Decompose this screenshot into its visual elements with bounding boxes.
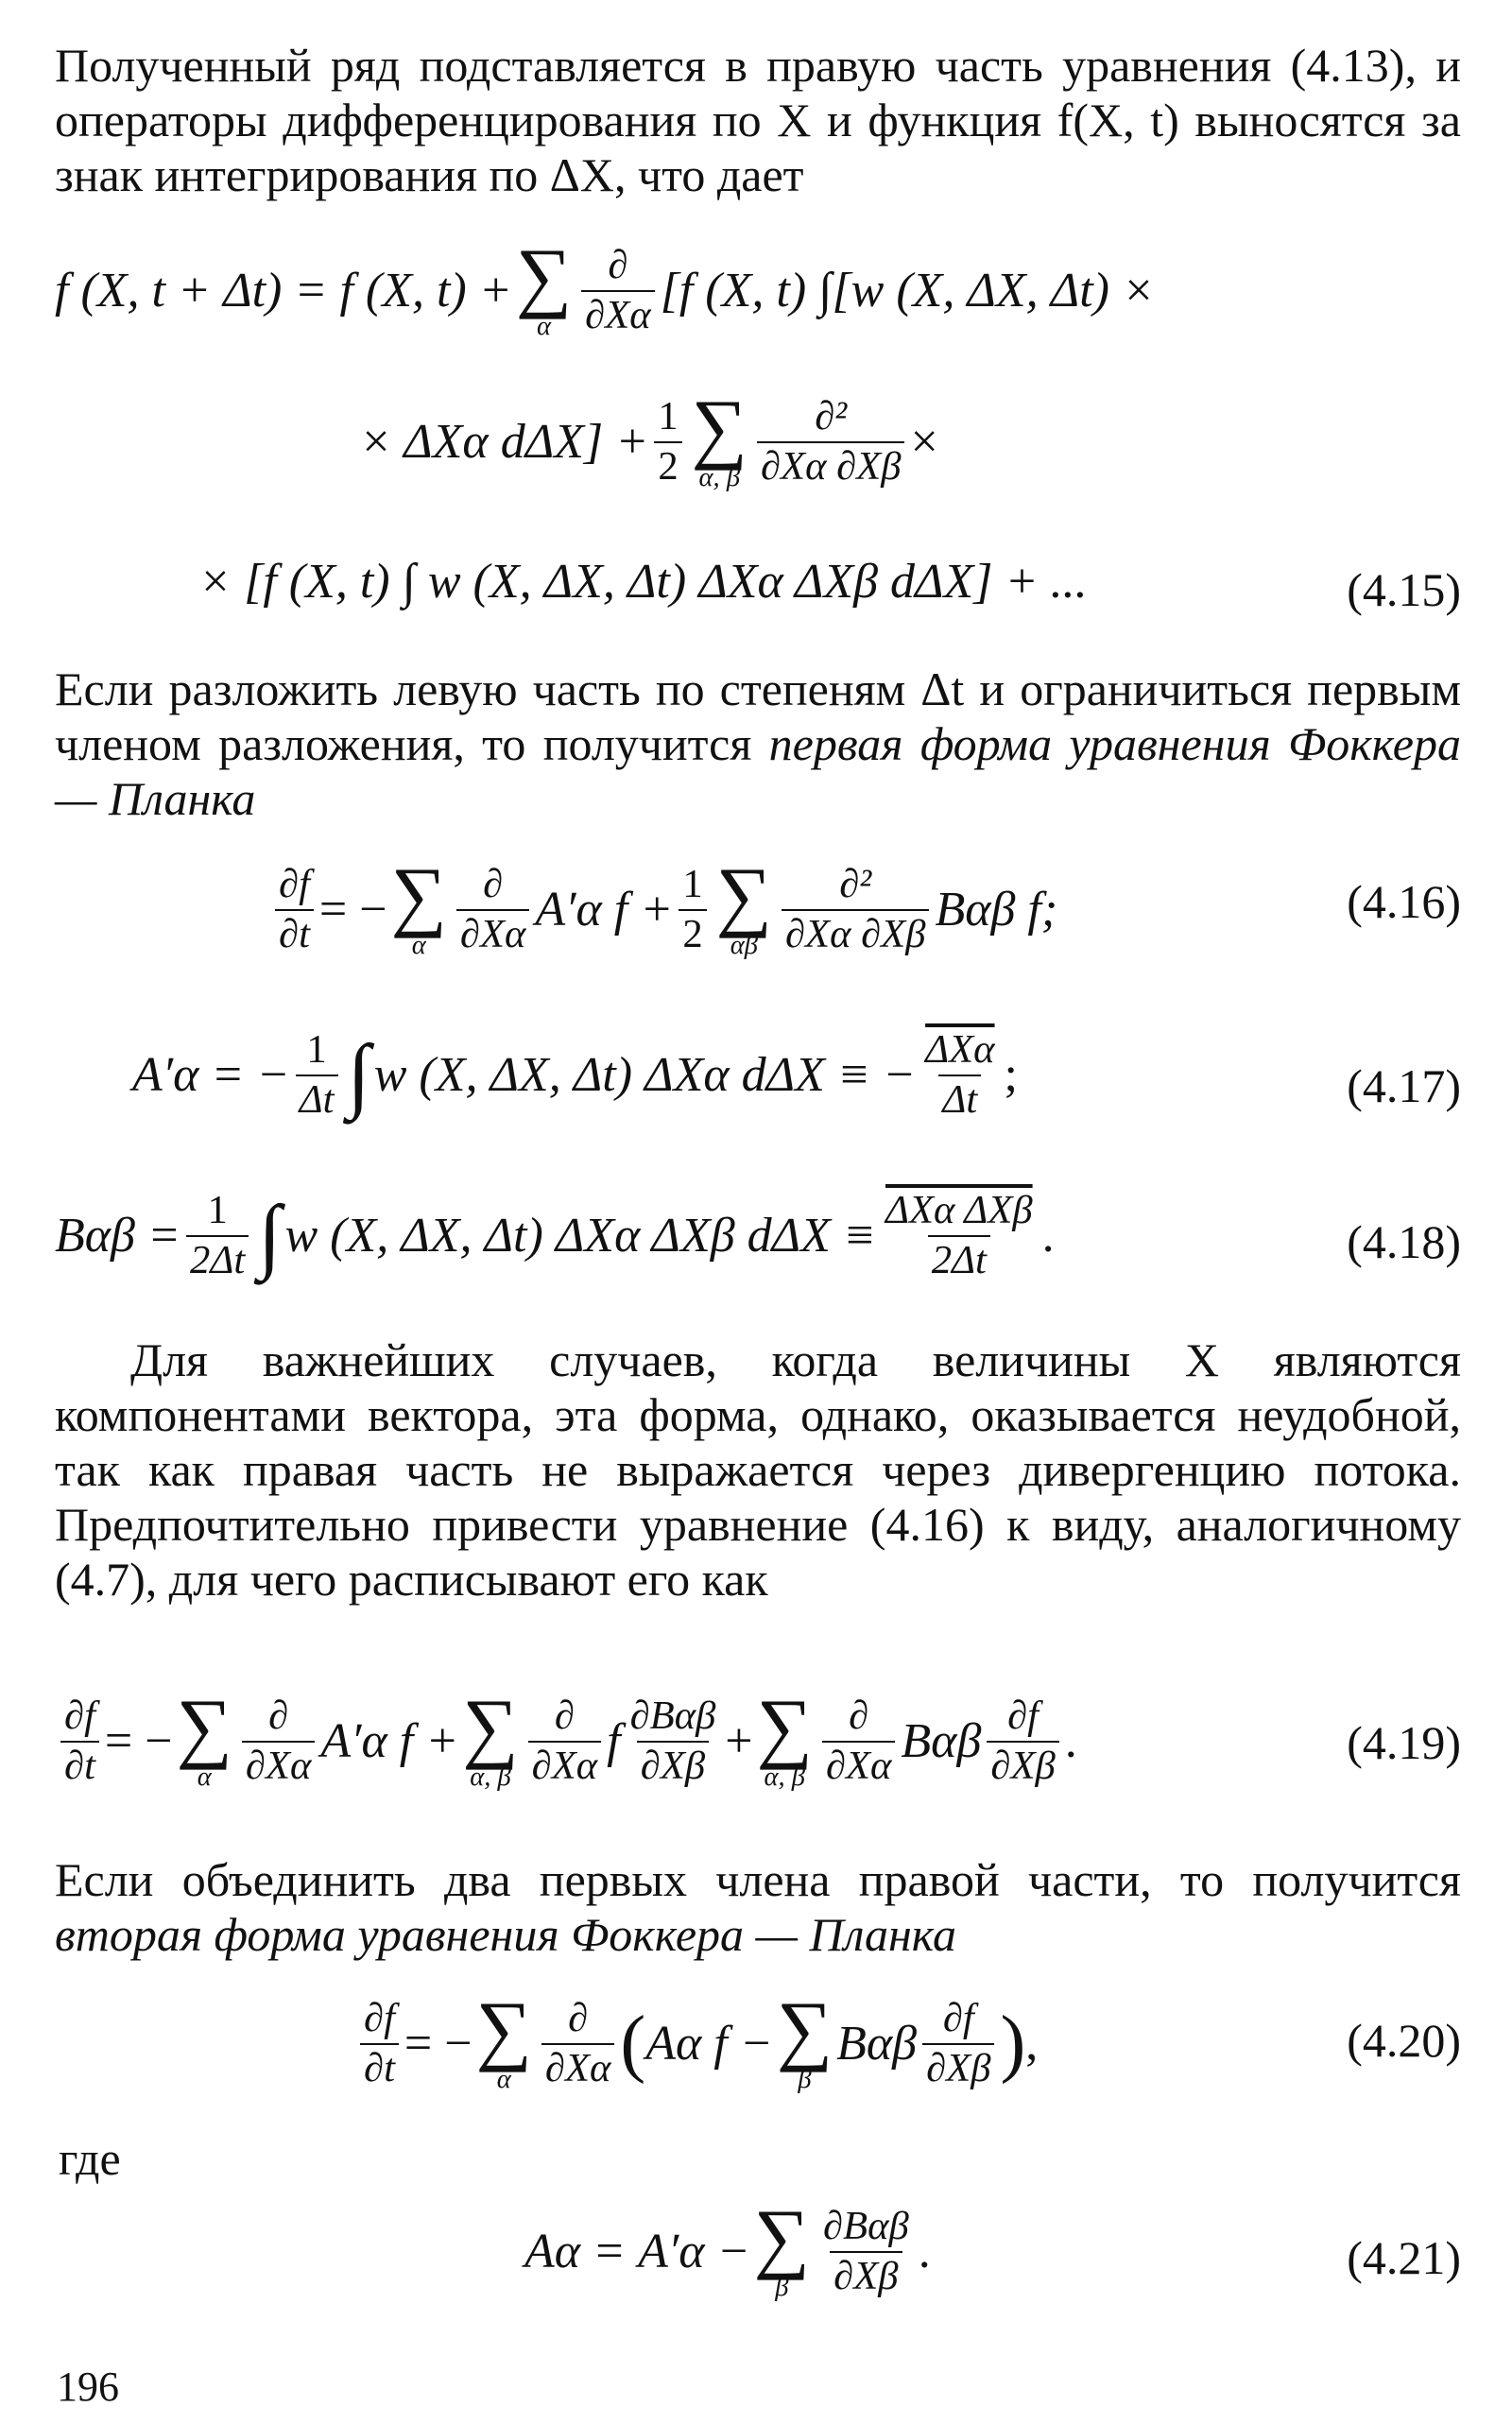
equation-4-20 <box>354 1986 1039 2094</box>
coefficient-fraction: $\frac{1}{\Delta t}$ <box>296 1030 338 1120</box>
equation-4-15-line-2 <box>359 384 938 492</box>
df-dx-fraction: $\frac{\partial f}{\partial X\beta}$ <box>922 1999 994 2089</box>
partial-derivative: $\frac{\partial}{\partial X\alpha}$ <box>528 1696 601 1786</box>
page-number: 196 <box>57 2364 119 2410</box>
sum-index: β <box>775 2272 789 2302</box>
integral-symbol: ∫ <box>347 1028 370 1122</box>
sum-symbol: ∑ α, β <box>756 1683 813 1792</box>
eq20-term1: Aα f − <box>645 2016 773 2071</box>
mean-fraction: $\frac{\overline{\Delta X\alpha}}{\Delta t}$ <box>925 1027 995 1122</box>
second-derivative: $\frac{\text{∂²}}{\partial X\alpha \partial X\beta}$ <box>757 397 904 487</box>
df-dt: $\frac{\partial f}{\partial t}$ <box>275 865 314 954</box>
eq19-plus: + <box>725 1713 753 1768</box>
coefficient-fraction: $\frac{1}{2\Delta t}$ <box>186 1191 249 1281</box>
equation-number-4-18: (4.18) <box>1347 1215 1461 1268</box>
equation-number-4-15: (4.15) <box>1347 563 1461 616</box>
sum-index: β <box>798 2064 812 2094</box>
sum-symbol: ∑ α <box>475 1986 532 2094</box>
eq19-equals: = − <box>104 1713 173 1768</box>
term-first-form: первая форма уравнения Фоккера — Планка <box>55 717 1461 825</box>
df-dt: $\frac{\partial f}{\partial t}$ <box>360 1999 399 2089</box>
partial-derivative: $\frac{\partial}{\partial X\alpha}$ <box>242 1696 315 1786</box>
db-dx-fraction: $\frac{\text{∂Bαβ}}{\partial X\beta}$ <box>822 2204 909 2298</box>
eq19-term1: A′α f + <box>320 1713 459 1768</box>
equation-4-19 <box>55 1683 1077 1792</box>
eq20-tail: , <box>1025 2016 1039 2071</box>
eq18-lhs: Bαβ = <box>55 1208 181 1263</box>
open-paren: ( <box>620 2001 646 2086</box>
eq21-tail: . <box>918 2224 931 2278</box>
sum-index: α, β <box>698 462 741 492</box>
half-fraction: $\frac{1}{2}$ <box>679 865 706 954</box>
equation-number-4-21: (4.21) <box>1347 2231 1461 2284</box>
sum-index: αβ <box>730 930 758 960</box>
eq15-line2-b: × <box>910 414 938 469</box>
df-dt: $\frac{\partial f}{\partial t}$ <box>60 1696 99 1786</box>
sum-symbol: ∑ α <box>176 1683 232 1792</box>
paragraph-text: Если объединить два первых члена правой части, то получится <box>55 1853 1461 1906</box>
eq17-tail: ; <box>1004 1047 1018 1102</box>
eq15-line2-a: × ΔXα dΔX] + <box>359 414 649 469</box>
df-dx-fraction: $\frac{\partial f}{\partial X\beta}$ <box>987 1696 1058 1786</box>
sum-symbol: ∑ β <box>776 1986 833 2094</box>
sum-index: α, β <box>764 1762 806 1792</box>
sum-index: α <box>536 311 551 341</box>
equation-4-17 <box>132 1027 1018 1122</box>
paragraph-intro: Полученный ряд подставляется в правую часть уравнения (4.13), и операторы дифференцирования по X и функция f(X, t) выносятся за знак интегрирования по ΔX, что дает <box>55 39 1461 201</box>
partial-derivative: $\frac{\partial}{\partial X\alpha}$ <box>456 865 529 954</box>
equation-4-15-line-1 <box>55 232 1156 341</box>
equation-4-18 <box>55 1188 1055 1282</box>
sum-symbol: ∑ β <box>753 2193 810 2302</box>
sum-symbol: ∑ α, β <box>691 384 747 492</box>
term-second-form: вторая форма уравнения Фоккера — Планка <box>55 1908 956 1961</box>
mean-fraction: $\frac{\text{ΔXα ΔXβ}}{2\Delta t}$ <box>885 1188 1033 1282</box>
sum-symbol: ∑ α <box>390 851 447 960</box>
eq15-lhs: f (X, t + Δt) = f (X, t) + <box>55 263 512 318</box>
integral-symbol: ∫ <box>258 1189 282 1282</box>
half-fraction: $\frac{1}{2}$ <box>654 397 681 487</box>
sum-symbol: ∑ αβ <box>715 851 772 960</box>
eq17-lhs: A′α = − <box>132 1047 290 1102</box>
sum-symbol: ∑ α <box>515 232 573 341</box>
paragraph-divergence: Для важнейших случаев, когда величины X являются компонентами вектора, эта форма, однако, оказывается неудобной, так как правая часть не выражается через дивергенцию потока. Предпочтительно привести уравнение (4.16) к виду, аналогичному (4.7), для чего расписывают его как <box>55 1333 1461 1606</box>
equation-number-4-16: (4.16) <box>1347 875 1461 928</box>
partial-derivative: $\frac{\partial}{\partial X\alpha}$ <box>541 1999 614 2089</box>
eq18-tail: . <box>1041 1208 1055 1263</box>
eq16-term2: Bαβ f; <box>935 882 1058 937</box>
close-paren: ) <box>1000 2001 1026 2086</box>
paragraph-second-form <box>55 1852 1461 1962</box>
eq16-term1: A′α f + <box>535 882 674 937</box>
eq20-equals: = − <box>404 2016 472 2071</box>
partial-derivative: $\frac{\partial}{\partial X\alpha}$ <box>581 246 654 335</box>
equation-number-4-20: (4.20) <box>1347 2014 1461 2067</box>
equation-number-4-19: (4.19) <box>1347 1716 1461 1769</box>
sum-index: α <box>411 930 426 960</box>
equation-4-21 <box>524 2193 931 2302</box>
eq19-tail: . <box>1064 1713 1077 1768</box>
paragraph-text: Если разложить левую часть по степеням Δt и ограничиться первым членом разложения, то получится <box>55 662 1461 770</box>
second-derivative: $\frac{\text{∂²}}{\partial X\alpha \partial X\beta}$ <box>782 865 929 954</box>
eq21-lhs: Aα = A′α − <box>524 2224 750 2278</box>
eq15-line1-rest: [f (X, t) ∫[w (X, ΔX, Δt) × <box>660 263 1156 318</box>
eq19-term2: f <box>607 1713 621 1768</box>
db-dx-fraction: $\frac{\text{∂Bαβ}}{\partial X\beta}$ <box>629 1693 716 1788</box>
eq18-body: w (X, ΔX, Δt) ΔXα ΔXβ dΔX ≡ <box>284 1208 876 1263</box>
eq17-body: w (X, ΔX, Δt) ΔXα dΔX ≡ − <box>373 1047 917 1102</box>
paragraph-first-form <box>55 662 1461 826</box>
equation-number-4-17: (4.17) <box>1347 1059 1461 1112</box>
eq15-line3: × [f (X, t) ∫ w (X, ΔX, Δt) ΔXα ΔXβ dΔX] + ... <box>198 555 1088 609</box>
eq20-term2: Bαβ <box>836 2016 918 2071</box>
sum-index: α <box>197 1762 212 1792</box>
sum-index: α, β <box>470 1762 511 1792</box>
partial-derivative: $\frac{\partial}{\partial X\alpha}$ <box>822 1696 895 1786</box>
eq19-term3: Bαβ <box>901 1713 982 1768</box>
paragraph-where: где <box>59 2132 121 2185</box>
equation-4-16 <box>269 851 1058 960</box>
eq16-equals: = − <box>318 882 387 937</box>
sum-index: α <box>496 2064 511 2094</box>
sum-symbol: ∑ α, β <box>462 1683 519 1792</box>
equation-4-15-line-3 <box>198 555 1088 609</box>
